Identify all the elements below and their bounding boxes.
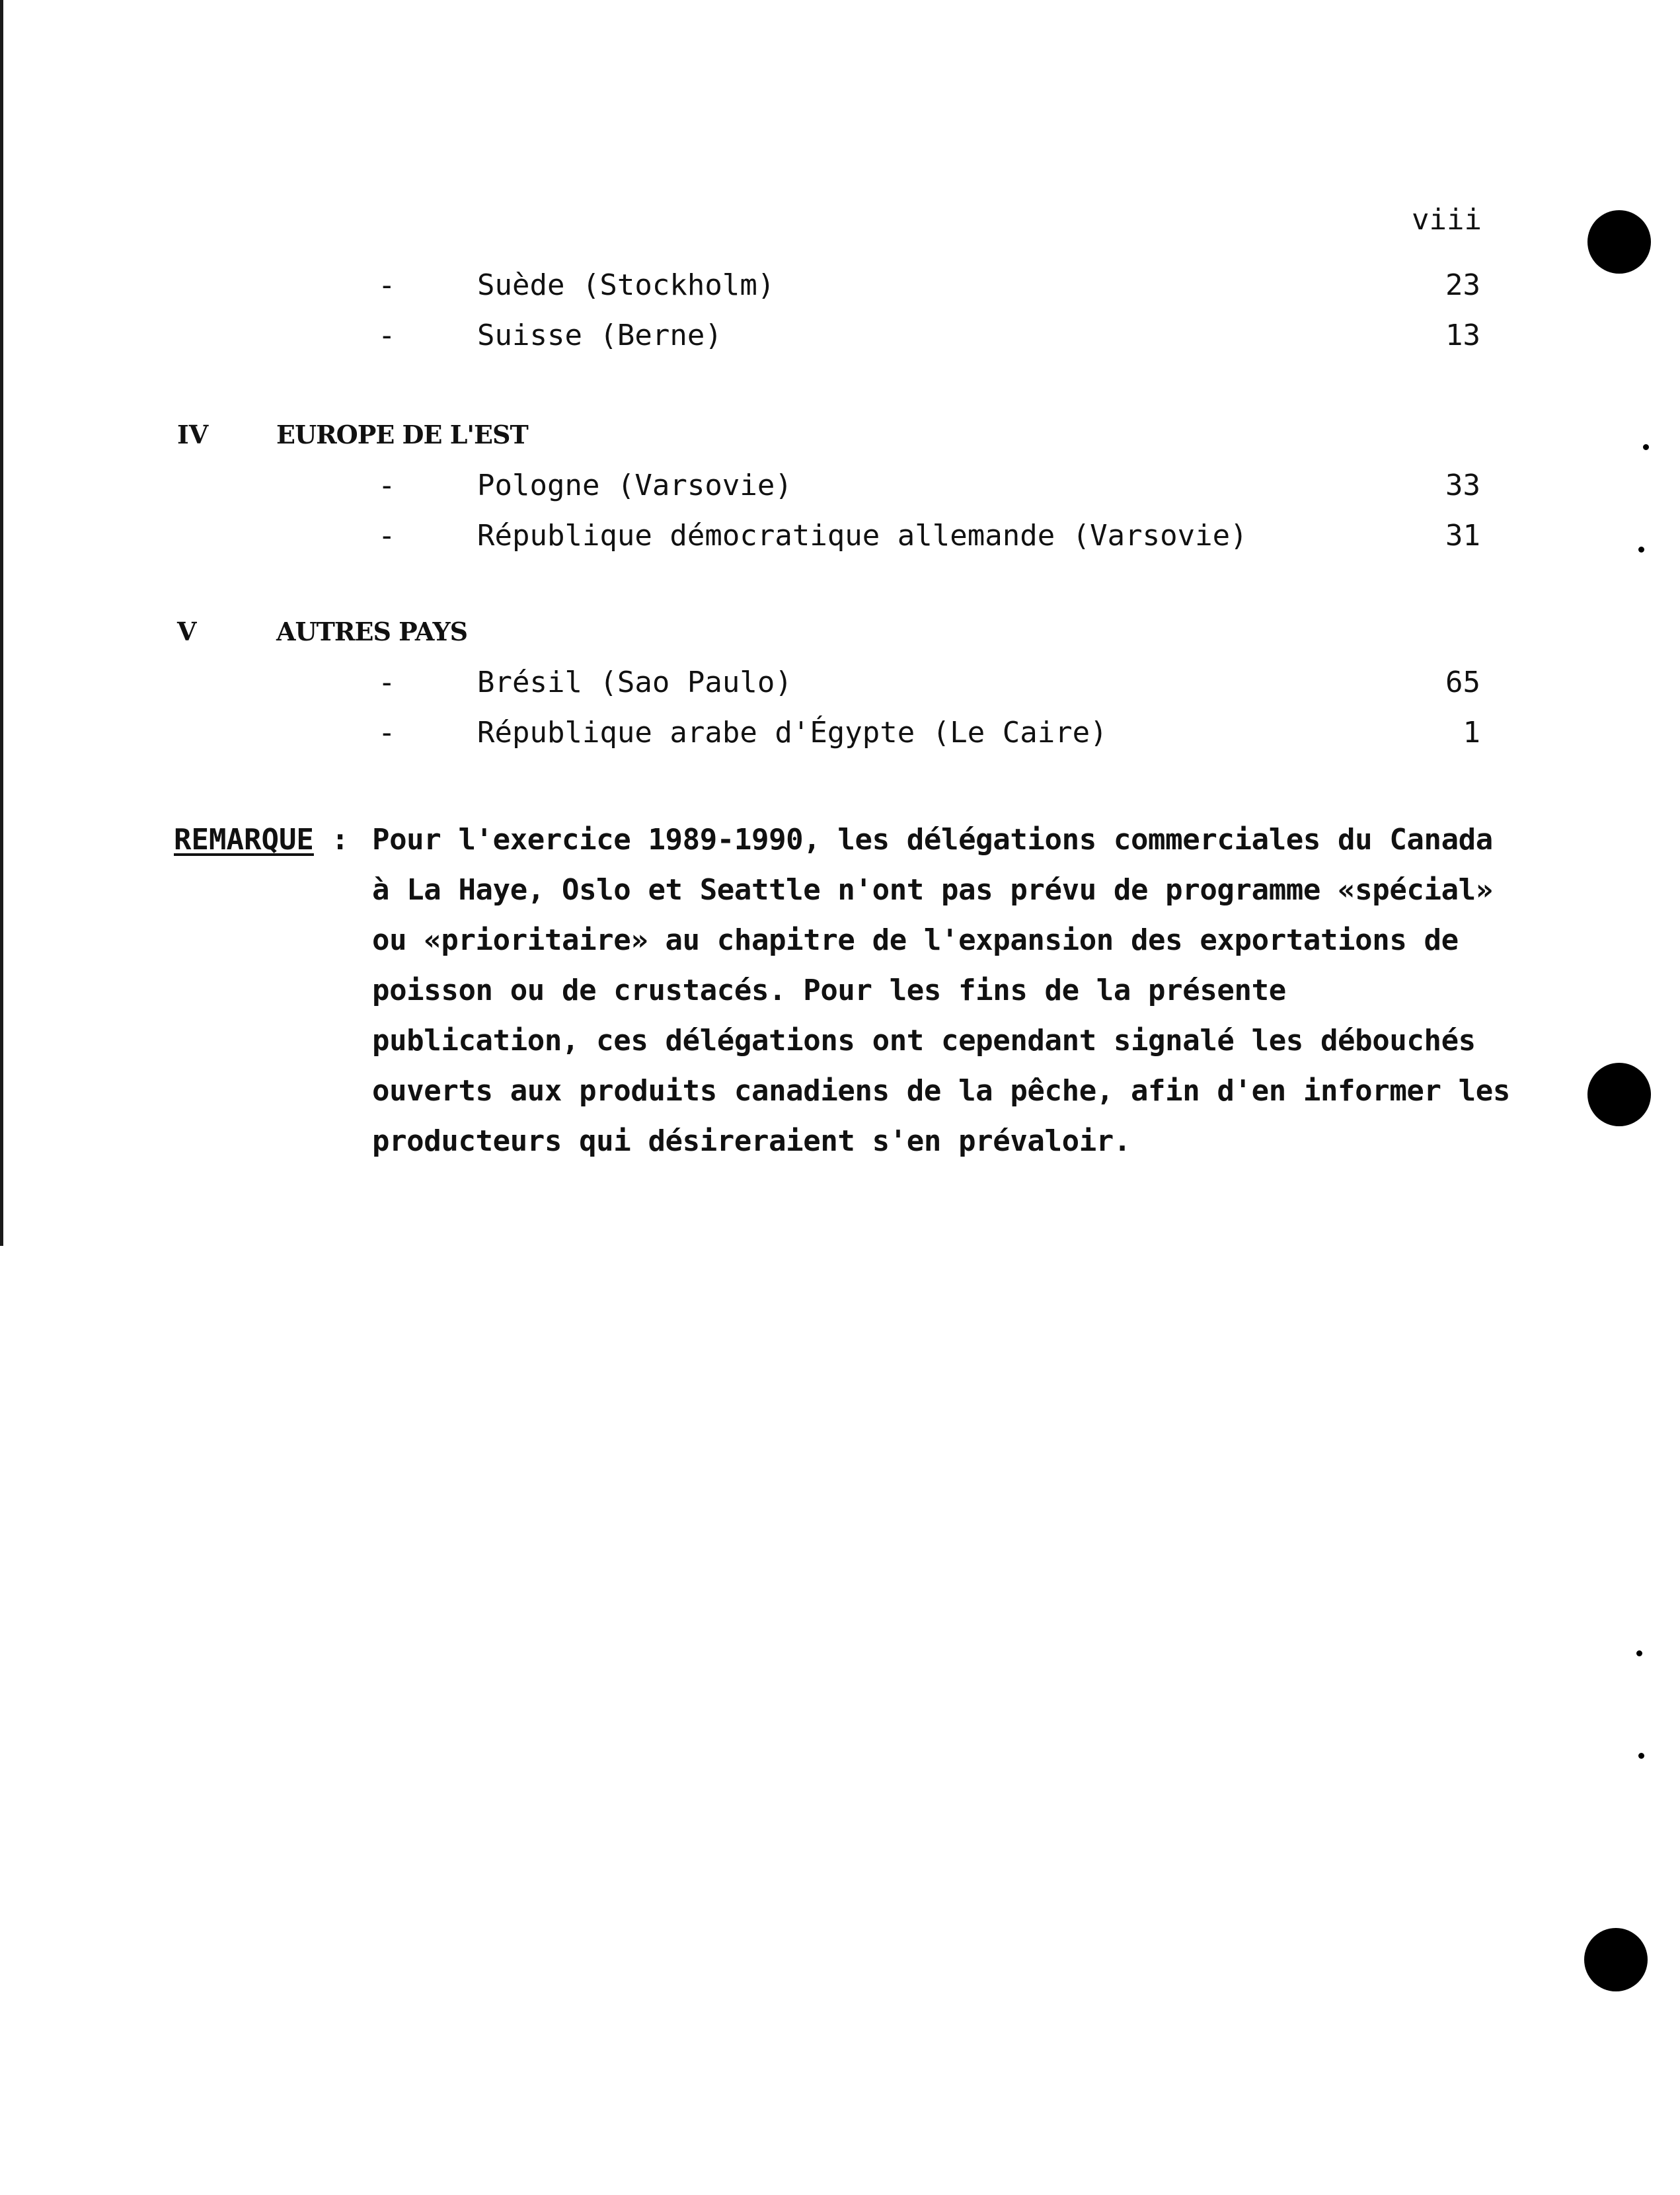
remark-line: publication, ces délégations ont cependant signalé les débouchés (372, 1024, 1476, 1058)
entry-page: 1 (1463, 716, 1480, 750)
entry-country: Brésil (Sao Paulo) (477, 666, 792, 699)
remark-line: poisson ou de crustacés. Pour les fins de la présente (372, 974, 1286, 1007)
remark-line: Pour l'exercice 1989-1990, les délégations commerciales du Canada (372, 823, 1493, 857)
entry-dash: - (378, 716, 396, 750)
section-title: AUTRES PAYS (276, 617, 468, 646)
entry-country: République arabe d'Égypte (Le Caire) (477, 716, 1108, 750)
binder-hole-top (1587, 210, 1651, 274)
section-numeral: IV (177, 420, 209, 449)
entry-dash: - (378, 666, 396, 699)
entry-page: 23 (1445, 268, 1480, 302)
entry-dash: - (378, 469, 396, 502)
page-number: viii (1412, 203, 1482, 237)
entry-country: République démocratique allemande (Varsovie) (477, 519, 1248, 553)
entry-dash: - (378, 268, 396, 302)
remark-line: ouverts aux produits canadiens de la pêche, afin d'en informer les (372, 1074, 1510, 1108)
entry-dash: - (378, 319, 396, 352)
list-item (0, 663, 1680, 703)
remark-line: ou «prioritaire» au chapitre de l'expansion des exportations de (372, 923, 1459, 957)
list-item (0, 516, 1680, 556)
section-numeral: V (177, 617, 197, 646)
entry-page: 33 (1445, 469, 1480, 502)
list-item (0, 713, 1680, 753)
remark-line: à La Haye, Oslo et Seattle n'ont pas prévu de programme «spécial» (372, 873, 1493, 907)
entry-page: 31 (1445, 519, 1480, 553)
list-item (0, 316, 1680, 356)
entry-country: Suisse (Berne) (477, 319, 722, 352)
remark-label (174, 815, 349, 865)
entry-dash: - (378, 519, 396, 553)
remark-separator: : (331, 823, 349, 857)
binder-hole-bottom (1584, 1928, 1648, 1991)
remark-line: producteurs qui désireraient s'en prévaloir. (372, 1124, 1131, 1158)
entry-page: 13 (1445, 319, 1480, 352)
scan-speck (1636, 1650, 1642, 1656)
entry-page: 65 (1445, 666, 1480, 699)
list-item (0, 466, 1680, 506)
section-title: EUROPE DE L'EST (276, 420, 528, 449)
section-heading-v (0, 612, 1680, 652)
list-item (0, 266, 1680, 305)
entry-country: Pologne (Varsovie) (477, 469, 792, 502)
scan-speck (1638, 1753, 1644, 1759)
section-heading-iv (0, 415, 1680, 455)
binder-hole-middle (1587, 1063, 1651, 1126)
remark-title: REMARQUE (174, 823, 314, 857)
entry-country: Suède (Stockholm) (477, 268, 775, 302)
